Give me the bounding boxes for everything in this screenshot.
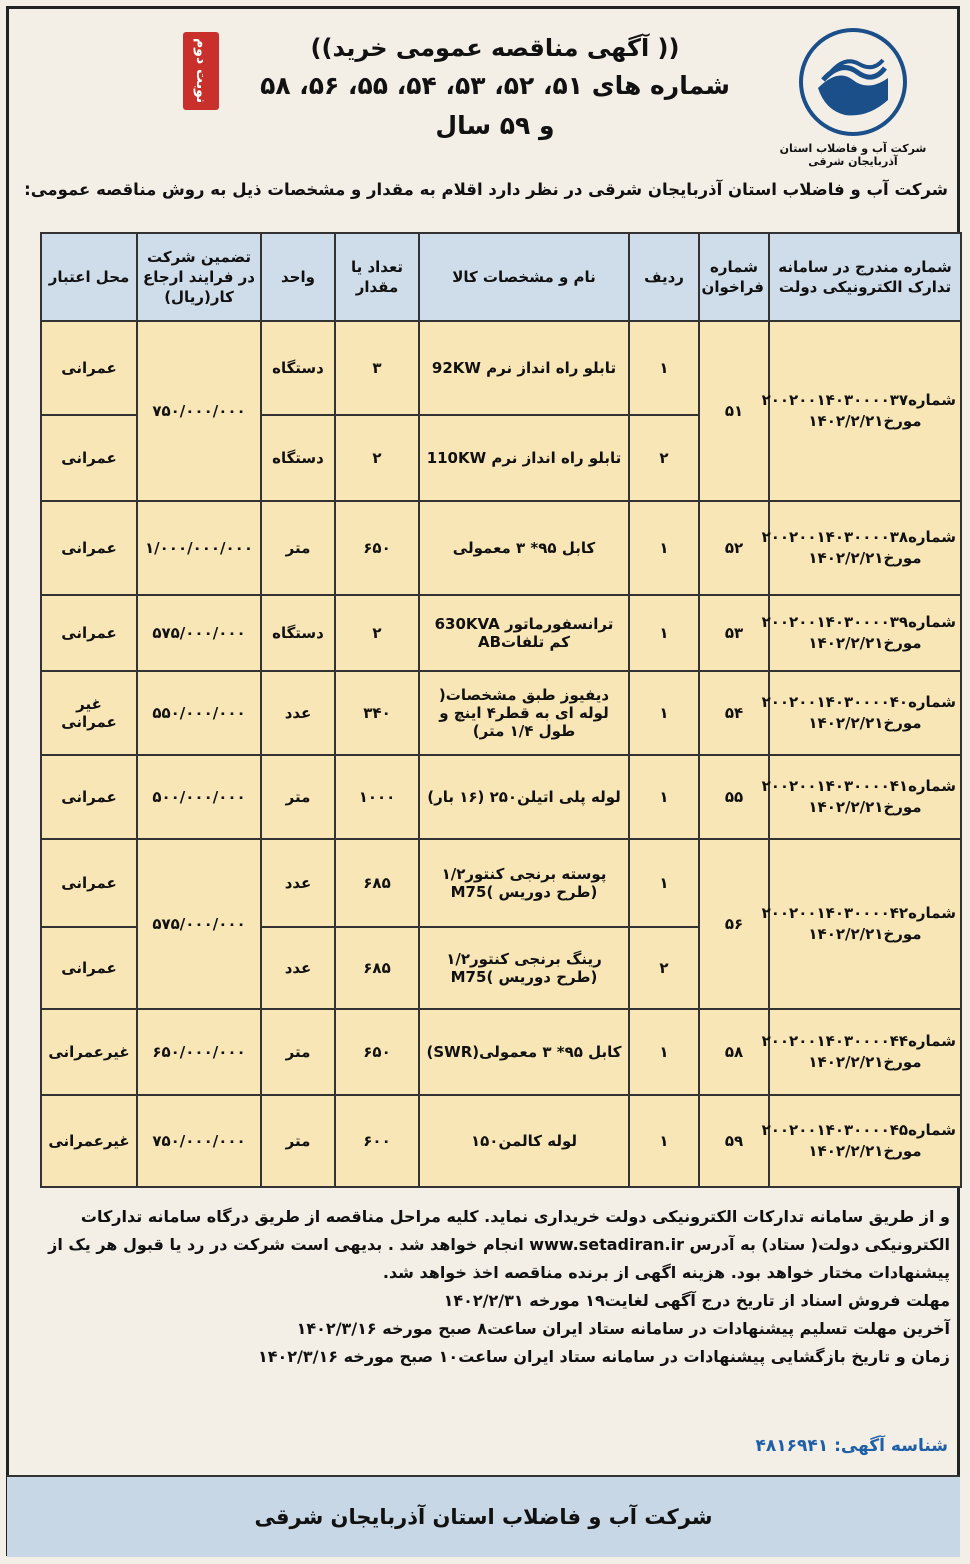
cell-row: ۱	[629, 1095, 699, 1187]
cell-unit: عدد	[261, 671, 335, 755]
cell-call: ۵۵	[699, 755, 769, 839]
cell-call: ۵۳	[699, 595, 769, 671]
cell-unit: عدد	[261, 927, 335, 1009]
cell-guarantee: ۷۵۰/۰۰۰/۰۰۰	[137, 1095, 261, 1187]
col-guarantee: تضمین شرکت در فرایند ارجاع کار(ریال)	[137, 233, 261, 321]
table-row	[41, 1095, 961, 1187]
cell-credit: غیرعمرانی	[41, 1009, 137, 1095]
col-item-name: نام و مشخصات کالا	[419, 233, 629, 321]
logo-caption: شرکت آب و فاضلاب استان آذربایجان شرقی	[779, 142, 927, 168]
table-header-row	[41, 233, 961, 321]
cell-setad: شماره۲۰۰۲۰۰۱۴۰۳۰۰۰۰۳۹ مورخ۱۴۰۲/۲/۲۱	[769, 595, 961, 671]
cell-item: دیفیوز طبق مشخصات( لوله ای به قطر۴ اینچ و طول ۱/۴ متر)	[419, 671, 629, 755]
col-call-number: شماره فراخوان	[699, 233, 769, 321]
cell-unit: دستگاه	[261, 595, 335, 671]
cell-qty: ۱۰۰۰	[335, 755, 419, 839]
cell-item: لوله پلی اتیلن۲۵۰ (۱۶ بار)	[419, 755, 629, 839]
cell-credit: عمرانی	[41, 927, 137, 1009]
cell-row: ۲	[629, 415, 699, 501]
cell-unit: متر	[261, 1009, 335, 1095]
cell-item: لوله کالمن۱۵۰	[419, 1095, 629, 1187]
cell-row: ۱	[629, 839, 699, 927]
cell-setad: شماره۲۰۰۲۰۰۱۴۰۳۰۰۰۰۳۷ مورخ۱۴۰۲/۲/۲۱	[769, 321, 961, 501]
title-line2: شماره های ۵۱، ۵۲، ۵۳، ۵۴، ۵۵، ۵۶، ۵۸ و ۵۹ سال	[260, 71, 730, 140]
cell-unit: دستگاه	[261, 321, 335, 415]
cell-credit: عمرانی	[41, 595, 137, 671]
cell-unit: دستگاه	[261, 415, 335, 501]
cell-credit: عمرانی	[41, 415, 137, 501]
cell-setad: شماره۲۰۰۲۰۰۱۴۰۳۰۰۰۰۴۰ مورخ۱۴۰۲/۲/۲۱	[769, 671, 961, 755]
cell-row: ۱	[629, 595, 699, 671]
cell-call: ۵۴	[699, 671, 769, 755]
title-box	[260, 30, 730, 146]
cell-setad: شماره۲۰۰۲۰۰۱۴۰۳۰۰۰۰۴۱ مورخ۱۴۰۲/۲/۲۱	[769, 755, 961, 839]
table-row	[41, 839, 961, 927]
cell-qty: ۳	[335, 321, 419, 415]
second-run-badge: نوبت دوم	[183, 32, 219, 110]
cell-guarantee: ۷۵۰/۰۰۰/۰۰۰	[137, 321, 261, 501]
cell-unit: متر	[261, 501, 335, 595]
footer-line3: زمان و تاریخ بازگشایی پیشنهادات در سامانه ستاد ایران ساعت۱۰ صبح مورخه ۱۴۰۲/۳/۱۶	[257, 1347, 950, 1366]
cell-row: ۱	[629, 501, 699, 595]
cell-call: ۵۹	[699, 1095, 769, 1187]
intro-text: شرکت آب و فاضلاب استان آذربایجان شرقی در نظر دارد اقلام به مقدار و مشخصات ذیل به روش مناقصه عمومی:	[24, 180, 948, 199]
cell-unit: متر	[261, 1095, 335, 1187]
table-row	[41, 595, 961, 671]
cell-item: تابلو راه انداز نرم 110KW	[419, 415, 629, 501]
cell-qty: ۶۸۵	[335, 839, 419, 927]
cell-qty: ۲	[335, 595, 419, 671]
cell-item: تابلو راه انداز نرم 92KW	[419, 321, 629, 415]
cell-qty: ۳۴۰	[335, 671, 419, 755]
footer-line2: آخرین مهلت تسلیم پیشنهادات در سامانه ستاد ایران ساعت۸ صبح مورخه ۱۴۰۲/۳/۱۶	[296, 1319, 950, 1338]
table-row	[41, 501, 961, 595]
col-quantity: تعداد یا مقدار	[335, 233, 419, 321]
cell-item: پوسته برنجی کنتور۱/۲ (طرح دوریس )M75	[419, 839, 629, 927]
cell-credit: غیر عمرانی	[41, 671, 137, 755]
cell-qty: ۶۸۵	[335, 927, 419, 1009]
cell-credit: عمرانی	[41, 755, 137, 839]
cell-row: ۲	[629, 927, 699, 1009]
cell-setad: شماره۲۰۰۲۰۰۱۴۰۳۰۰۰۰۴۵ مورخ۱۴۰۲/۲/۲۱	[769, 1095, 961, 1187]
cell-qty: ۲	[335, 415, 419, 501]
cell-qty: ۶۰۰	[335, 1095, 419, 1187]
cell-row: ۱	[629, 321, 699, 415]
table-row	[41, 755, 961, 839]
cell-guarantee: ۵۵۰/۰۰۰/۰۰۰	[137, 671, 261, 755]
cell-item: ترانسفورماتور 630KVA کم تلفاتAB	[419, 595, 629, 671]
footer-line1: مهلت فروش اسناد از تاریخ درج آگهی لغایت۱۹ مورخه ۱۴۰۲/۲/۳۱	[443, 1291, 950, 1310]
cell-guarantee: ۱/۰۰۰/۰۰۰/۰۰۰	[137, 501, 261, 595]
cell-qty: ۶۵۰	[335, 1009, 419, 1095]
cell-item: کابل ۹۵* ۳ معمولی	[419, 501, 629, 595]
cell-credit: عمرانی	[41, 501, 137, 595]
cell-setad: شماره۲۰۰۲۰۰۱۴۰۳۰۰۰۰۳۸ مورخ۱۴۰۲/۲/۲۱	[769, 501, 961, 595]
col-unit: واحد	[261, 233, 335, 321]
cell-qty: ۶۵۰	[335, 501, 419, 595]
cell-guarantee: ۶۵۰/۰۰۰/۰۰۰	[137, 1009, 261, 1095]
bottom-bar	[7, 1475, 960, 1557]
header	[20, 20, 950, 170]
table-row	[41, 321, 961, 415]
cell-credit: عمرانی	[41, 839, 137, 927]
cell-row: ۱	[629, 755, 699, 839]
tender-table	[40, 232, 962, 1188]
footer-text	[20, 1203, 950, 1371]
bottom-bar-text: شرکت آب و فاضلاب استان آذربایجان شرقی	[254, 1505, 713, 1529]
cell-call: ۵۸	[699, 1009, 769, 1095]
cell-unit: متر	[261, 755, 335, 839]
table-row	[41, 1009, 961, 1095]
cell-call: ۵۲	[699, 501, 769, 595]
ad-id: شناسه آگهی: ۴۸۱۶۹۴۱	[755, 1436, 948, 1456]
footer-paragraph: و از طریق سامانه تدارکات الکترونیکی دولت خریداری نماید. کلیه مراحل مناقصه از طریق درگاه سامانه تدارکات الکترونیکی دولت( ستاد) به آدرس www.setadiran.ir انجام خواهد شد . بدیهی است شرکت در رد یا قبول هر یک از پیشنهادات مختار خواهد بود. هزینه اگهی از برنده مناقصه اخذ خواهد شد.	[48, 1207, 950, 1282]
cell-row: ۱	[629, 671, 699, 755]
cell-unit: عدد	[261, 839, 335, 927]
cell-row: ۱	[629, 1009, 699, 1095]
table-row	[41, 671, 961, 755]
cell-credit: عمرانی	[41, 321, 137, 415]
company-logo	[768, 20, 938, 180]
cell-call: ۵۱	[699, 321, 769, 501]
cell-credit: غیرعمرانی	[41, 1095, 137, 1187]
cell-setad: شماره۲۰۰۲۰۰۱۴۰۳۰۰۰۰۴۴ مورخ۱۴۰۲/۲/۲۱	[769, 1009, 961, 1095]
title-line1: (( آگهی مناقصه عمومی خرید))	[310, 34, 680, 62]
cell-setad: شماره۲۰۰۲۰۰۱۴۰۳۰۰۰۰۴۲ مورخ۱۴۰۲/۲/۲۱	[769, 839, 961, 1009]
cell-guarantee: ۵۰۰/۰۰۰/۰۰۰	[137, 755, 261, 839]
col-row: ردیف	[629, 233, 699, 321]
col-setad-number: شماره مندرج در سامانه تدارک الکترونیکی دولت	[769, 233, 961, 321]
water-drop-icon	[793, 20, 913, 140]
cell-guarantee: ۵۷۵/۰۰۰/۰۰۰	[137, 839, 261, 1009]
cell-call: ۵۶	[699, 839, 769, 1009]
cell-item: کابل ۹۵* ۳ معمولی(SWR)	[419, 1009, 629, 1095]
col-credit: محل اعتبار	[41, 233, 137, 321]
cell-guarantee: ۵۷۵/۰۰۰/۰۰۰	[137, 595, 261, 671]
cell-item: رینگ برنجی کنتور۱/۲ (طرح دوریس )M75	[419, 927, 629, 1009]
